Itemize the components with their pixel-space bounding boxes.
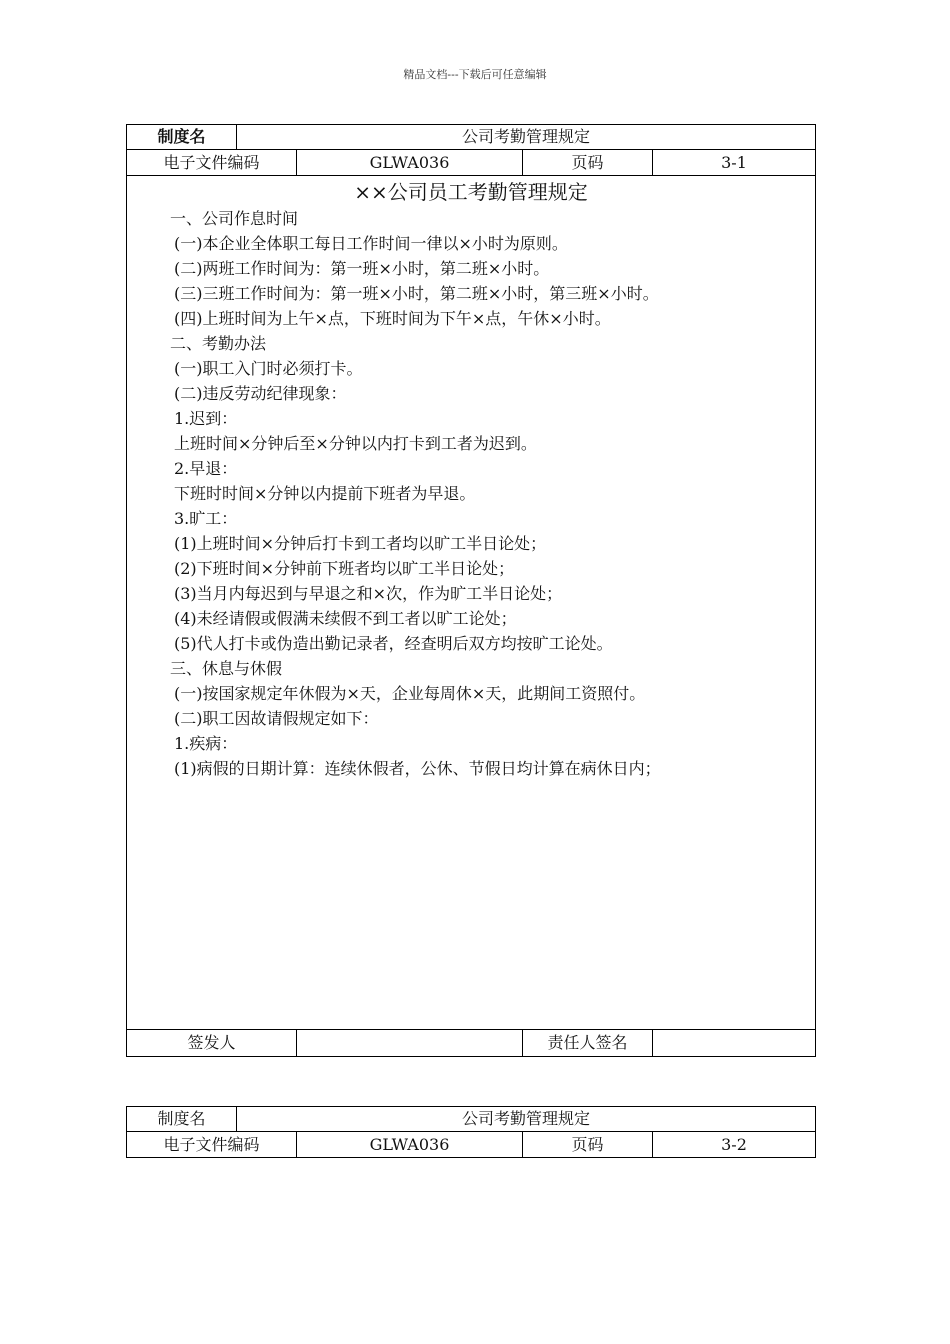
document-form-page-2 [126, 1106, 816, 1158]
clause-line: (二)两班工作时间为：第一班×小时，第二班×小时。 [174, 259, 550, 278]
body-row [127, 176, 816, 1030]
title-row [127, 125, 816, 150]
page-number: 3-1 [653, 150, 816, 176]
clause-line: (2)下班时间×分钟前下班者均以旷工半日论处； [174, 559, 515, 578]
clause-line: (5)代人打卡或伪造出勤记录者，经查明后双方均按旷工论处。 [174, 634, 613, 653]
file-code: GLWA036 [297, 1132, 523, 1158]
rule-name-label: 制度名 [127, 125, 237, 150]
file-code-label: 电子文件编码 [127, 150, 297, 176]
clause-line: (一)职工入门时必须打卡。 [174, 359, 363, 378]
clause-line: (二)职工因故请假规定如下： [174, 709, 379, 728]
clause-line: 上班时间×分钟后至×分钟以内打卡到工者为迟到。 [174, 434, 537, 453]
meta-row [127, 1132, 816, 1158]
rule-title: 公司考勤管理规定 [237, 1107, 816, 1132]
rule-name-label: 制度名 [127, 1107, 237, 1132]
clause-line: 1.疾病： [174, 734, 238, 753]
document-form-page-1 [126, 124, 816, 1057]
document-heading: ××公司员工考勤管理规定 [354, 180, 588, 204]
clause-line: (三)三班工作时间为：第一班×小时，第二班×小时，第三班×小时。 [174, 284, 659, 303]
clause-line: (1)上班时间×分钟后打卡到工者均以旷工半日论处； [174, 534, 547, 553]
page-number: 3-2 [653, 1132, 816, 1158]
clause-line: (4)未经请假或假满未续假不到工者以旷工论处； [174, 609, 517, 628]
page-label: 页码 [523, 1132, 653, 1158]
clause-line: 2.早退： [174, 459, 238, 478]
clause-line: (二)违反劳动纪律现象： [174, 384, 347, 403]
responsible-signature-label: 责任人签名 [523, 1030, 653, 1057]
clause-line: 下班时时间×分钟以内提前下班者为早退。 [174, 484, 476, 503]
section-heading: 二、考勤办法 [170, 334, 267, 353]
signature-row [127, 1030, 816, 1057]
meta-row [127, 150, 816, 176]
clause-line: (四)上班时间为上午×点，下班时间为下午×点，午休×小时。 [174, 309, 611, 328]
file-code: GLWA036 [297, 150, 523, 176]
clause-line: (3)当月内每迟到与早退之和×次，作为旷工半日论处； [174, 584, 563, 603]
watermark: 精品文档---下载后可任意编辑 [403, 68, 547, 81]
clause-line: 3.旷工： [174, 509, 238, 528]
issuer-field[interactable] [297, 1030, 523, 1057]
page-label: 页码 [523, 150, 653, 176]
rule-title: 公司考勤管理规定 [237, 125, 816, 150]
title-row [127, 1107, 816, 1132]
clause-line: 1.迟到： [174, 409, 238, 428]
responsible-signature-field[interactable] [653, 1030, 816, 1057]
clause-line: (一)本企业全体职工每日工作时间一律以×小时为原则。 [174, 234, 568, 253]
issuer-label: 签发人 [127, 1030, 297, 1057]
section-heading: 三、休息与休假 [170, 659, 283, 678]
clause-line: (1)病假的日期计算：连续休假者，公休、节假日均计算在病休日内； [174, 759, 661, 778]
clause-line: (一)按国家规定年休假为×天，企业每周休×天，此期间工资照付。 [174, 684, 646, 703]
body-cell [127, 176, 816, 1030]
file-code-label: 电子文件编码 [127, 1132, 297, 1158]
section-heading: 一、公司作息时间 [170, 209, 299, 228]
